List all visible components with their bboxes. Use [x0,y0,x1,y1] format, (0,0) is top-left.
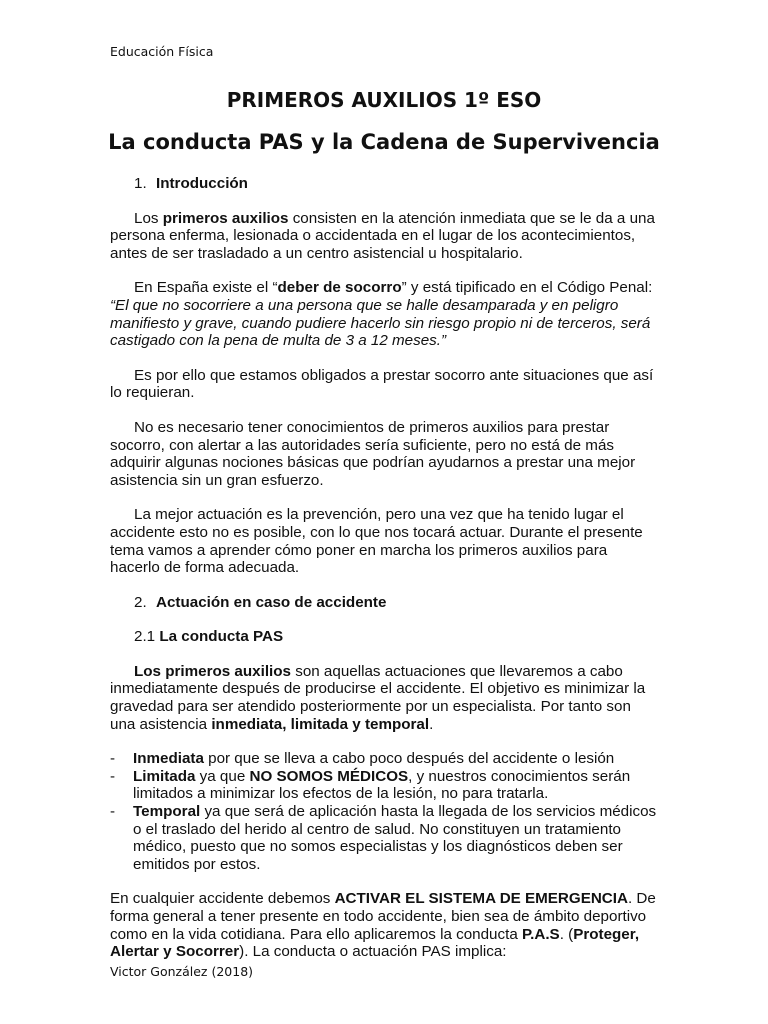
list-item: - Limitada ya que NO SOMOS MÉDICOS, y nuestros conocimientos serán limitados a minimizar los efectos de la lesión, no para tratarla. [110,767,631,803]
codigo-penal-quote: “El que no socorriere a una persona que se halle desamparada y en peligro manifiesto y grave, cuando pudiere hacerlo sin riesgo propio ni de terceros, será castigado con la pena de multa de 3 a 12 meses.” [110,296,651,350]
paragraph-obligados: Es por ello que estamos obligados a prestar socorro ante situaciones que así lo requieran. [110,366,654,402]
paragraph-definicion: Los primeros auxilios son aquellas actuaciones que llevaremos a cabo inmediatamente después de producirse el accidente. El objetivo es minimizar la gravedad para ser atendido posteriormente por un especialista. Por tanto son una asistencia inmediata, limitada y temporal. [110,662,646,733]
paragraph-sistema-emergencia: En cualquier accidente debemos ACTIVAR EL SISTEMA DE EMERGENCIA. De forma general a tener presente en todo accidente, bien sea de ámbito deportivo como en la vida cotidiana. Para ello aplicaremos la conducta P.A.S. (Proteger, Alertar y Socorrer). La conducta o actuación PAS implica: [110,890,656,961]
paragraph-conocimientos: No es necesario tener conocimientos de primeros auxilios para prestar socorro, con alertar a las autoridades sería suficiente, pero no está de más adquirir algunas nociones básicas que podrían ayudarnos a prestar una mejor asistencia sin un gran esfuerzo. [110,418,636,489]
section-heading-actuacion [110,594,658,612]
section-number: 1. [134,175,147,192]
list-item: - Temporal ya que será de aplicación hasta la llegada de los servicios médicos o el traslado del herido al centro de salud. No constituyen un tratamiento médico, puesto que no somos especialistas y los diagnósticos deben ser emitidos por estos. [110,803,657,873]
paragraph-primeros-auxilios: Los primeros auxilios consisten en la atención inmediata que se le da a una persona enferma, lesionada o accidentada en el lugar de los acontecimientos, antes de ser trasladado a un centro asistencial u hospitalario. [110,209,655,262]
document-subtitle: La conducta PAS y la Cadena de Supervivencia [108,130,660,154]
document-body [110,175,658,978]
subsection-title: La conducta PAS [159,628,284,646]
page-header: Educación Física [110,44,214,59]
subsection-heading-conducta-pas [110,628,658,646]
page-footer: Victor González (2018) [110,964,254,979]
subsection-number: 2.1 [134,628,156,646]
section-title: Introducción [156,175,248,192]
paragraph-prevencion: La mejor actuación es la prevención, pero una vez que ha tenido lugar el accidente esto no es posible, con lo que nos tocará actuar. Durante el presente tema vamos a aprender cómo poner en marcha los primeros auxilios para hacerlo de forma adecuada. [110,506,643,577]
characteristics-list [110,750,658,873]
document-title: PRIMEROS AUXILIOS 1º ESO [226,88,542,112]
section-heading-introduccion [110,175,658,193]
section-title: Actuación en caso de accidente [156,593,387,611]
list-item: - Inmediata por que se lleva a cabo poco después del accidente o lesión [110,750,615,768]
section-number: 2. [134,593,147,611]
paragraph-deber-socorro: En España existe el “deber de socorro” y está tipificado en el Código Penal: “El que no socorriere a una persona que se halle desamparada y en peligro manifiesto y grave, cuando pudiere hacerlo sin riesgo propio ni de terceros, será castigado con la pena de multa de 3 a 12 meses.” [110,279,653,350]
